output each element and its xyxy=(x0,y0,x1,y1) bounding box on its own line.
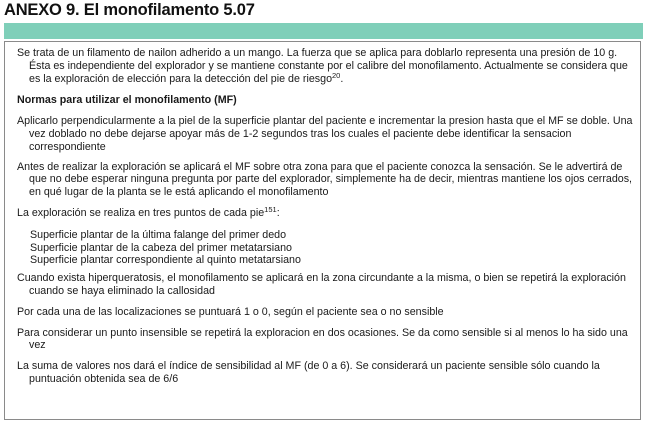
rule-paragraph-1: Aplicarlo perpendicularmente a la piel de la superficie plantar del paciente e incrementar la presion hasta que el MF se doble. Una vez doblado no debe dejarse apoyar más de 1-2 segundos tras los cuales el paciente debe identificar la sensacion correspondiente xyxy=(17,115,633,153)
rule-paragraph-3: La exploración se realiza en tres puntos de cada pie$^{151}$: xyxy=(17,204,280,219)
accent-bar xyxy=(4,23,643,39)
content-body xyxy=(17,47,635,386)
list-item: Superficie plantar correspondiente al quinto metatarsiano xyxy=(30,254,301,267)
rule-paragraph-2: Antes de realizar la exploración se aplicará el MF sobre otra zona para que el paciente conozca la sensación. Se le advertirá de que no debe esperar ninguna pregunta por parte del explorador, simplemente ha de decir, mientras mantiene los ojos cerrados, en qué lugar de la planta se le está aplicando el monofilamento xyxy=(17,160,633,199)
points-reference: 151 xyxy=(264,204,277,214)
intro-reference: 20 xyxy=(332,70,341,80)
page-title: ANEXO 9. El monofilamento 5.07 xyxy=(4,1,255,19)
rule-paragraph-4: Cuando exista hiperqueratosis, el monofilamento se aplicará en la zona circundante a la misma, o bien se repetirá la exploración cuando se haya eliminado la callosidad xyxy=(17,272,626,297)
section-heading: Normas para utilizar el monofilamento (MF) xyxy=(17,94,237,107)
rule-paragraph-7: La suma de valores nos dará el índice de sensibilidad al MF (de 0 a 6). Se considerará un paciente sensible sólo cuando la puntuación obtenida sea de 6/6 xyxy=(17,360,600,385)
rule-paragraph-5: Por cada una de las localizaciones se puntuará 1 o 0, según el paciente sea o no sensible xyxy=(17,305,444,318)
rule-paragraph-6: Para considerar un punto insensible se repetirá la exploracion en dos ocasiones. Se da como sensible si al menos lo ha sido una vez xyxy=(17,326,628,352)
points-list xyxy=(17,229,635,267)
list-item: Superficie plantar de la última falange del primer dedo xyxy=(30,228,287,241)
list-item: Superficie plantar de la cabeza del primer metatarsiano xyxy=(30,241,292,254)
intro-paragraph: Se trata de un filamento de nailon adherido a un mango. La fuerza que se aplica para doblarlo representa una presión de 10 g. Ésta es independiente del explorador y se mantiene constante por el calibre del monofilamento. Actualmente se considera que es la exploración de elección para la detección del pie de riesgo$^{20}$. xyxy=(17,47,628,85)
